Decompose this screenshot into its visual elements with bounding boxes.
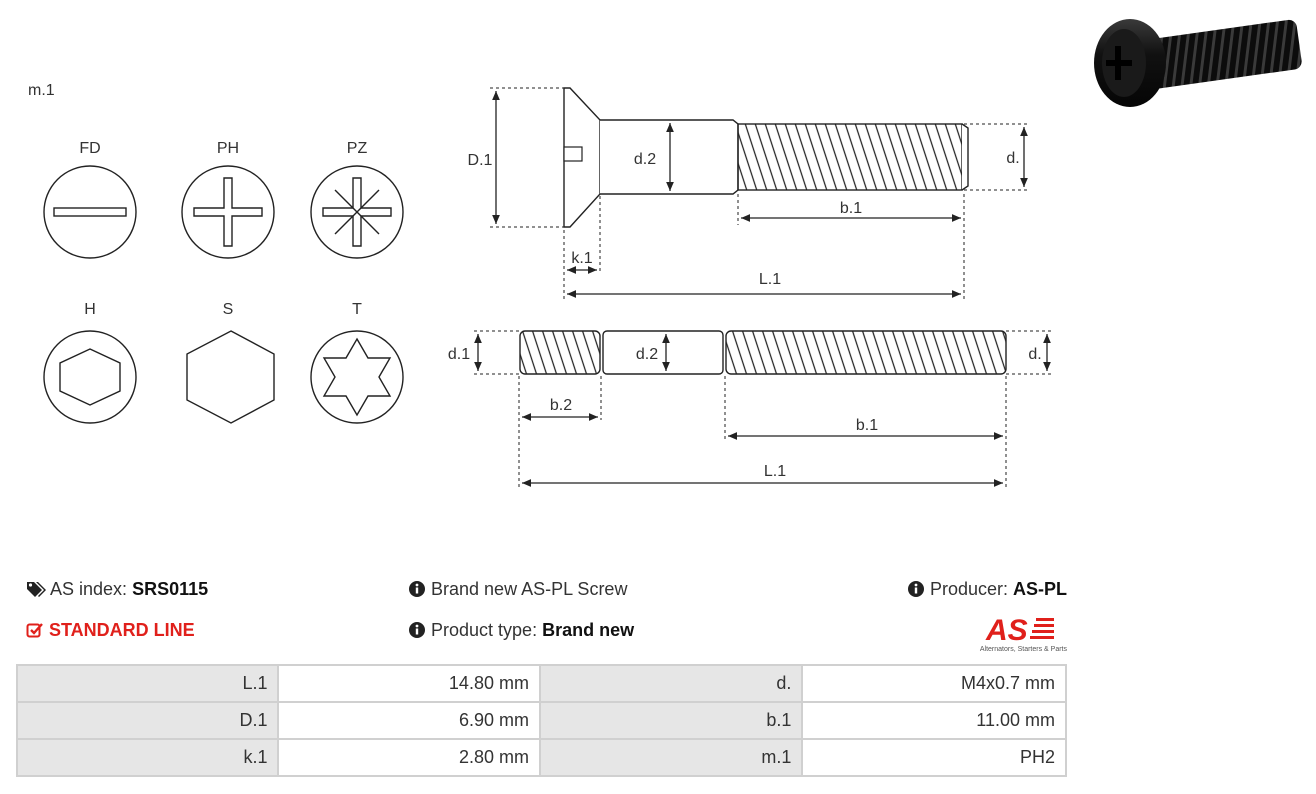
table-row: [17, 739, 1066, 776]
product-photo: [1088, 8, 1304, 110]
phillips-head-icon: [182, 166, 274, 258]
spec-label: k.1: [17, 739, 278, 776]
spec-label: d.: [540, 665, 802, 702]
check-square-icon: [26, 622, 44, 638]
hex-socket-head-icon: [44, 331, 136, 423]
logo-text: AS: [986, 614, 1028, 647]
product-type-value: Brand new: [542, 620, 635, 640]
head-type-t-label: T: [352, 301, 362, 318]
dim-d2-label: d.2: [633, 151, 657, 168]
spec-label: L.1: [17, 665, 278, 702]
dim-D1-label: D.1: [467, 152, 493, 169]
product-type: [408, 620, 634, 641]
spec-value: PH2: [802, 739, 1066, 776]
stud-screw-drawing: [520, 331, 1006, 374]
dim-b2-bottom-label: b.2: [549, 397, 573, 414]
producer-label: Producer:: [929, 579, 1008, 599]
as-index-label: AS index:: [50, 579, 128, 599]
info-icon: [408, 621, 426, 639]
slot-head-icon: [44, 166, 136, 258]
as-index: [26, 579, 208, 600]
table-row: [17, 702, 1066, 739]
table-row: [17, 665, 1066, 702]
countersunk-screw-drawing: [564, 88, 968, 227]
spec-label: D.1: [17, 702, 278, 739]
specs-table: [16, 664, 1067, 777]
head-type-pz-label: PZ: [346, 140, 368, 157]
standard-line-badge: [26, 620, 195, 641]
description: [408, 579, 627, 600]
head-type-ph-label: PH: [216, 140, 240, 157]
torx-head-icon: [311, 331, 403, 423]
description-text: Brand new AS-PL Screw: [431, 579, 628, 599]
producer: [907, 579, 1067, 600]
standard-line-text: STANDARD LINE: [49, 620, 195, 640]
dim-d-label: d.: [1006, 150, 1020, 167]
head-types-label: m.1: [28, 82, 55, 99]
product-type-label: Product type:: [431, 620, 538, 640]
pozidriv-head-icon: [311, 166, 403, 258]
spec-value: 2.80 mm: [278, 739, 540, 776]
logo-subtitle: Alternators, Starters & Parts: [979, 646, 1067, 653]
spec-label: b.1: [540, 702, 802, 739]
as-pl-logo: [960, 610, 1070, 654]
spec-value: 11.00 mm: [802, 702, 1066, 739]
dim-d1-bottom-label: d.1: [447, 346, 471, 363]
spec-value: M4x0.7 mm: [802, 665, 1066, 702]
spec-value: 14.80 mm: [278, 665, 540, 702]
dim-b1-bottom-label: b.1: [855, 417, 879, 434]
dim-b1-label: b.1: [839, 200, 863, 217]
info-icon: [907, 580, 925, 598]
hex-head-icon: [187, 331, 274, 423]
head-type-fd-label: FD: [79, 140, 101, 157]
dim-d-bottom-label: d.: [1028, 346, 1042, 363]
producer-value: AS-PL: [1013, 579, 1067, 599]
dim-k1-label: k.1: [571, 250, 593, 267]
tags-icon: [26, 580, 46, 598]
spec-label: m.1: [540, 739, 802, 776]
head-type-h-label: H: [84, 301, 96, 318]
dim-d2-bottom-label: d.2: [635, 346, 659, 363]
dim-L1-label: L.1: [758, 271, 782, 288]
dim-L1-bottom-label: L.1: [763, 463, 787, 480]
spec-value: 6.90 mm: [278, 702, 540, 739]
info-icon: [408, 580, 426, 598]
as-index-value: SRS0115: [132, 579, 209, 599]
head-type-s-label: S: [222, 301, 234, 318]
